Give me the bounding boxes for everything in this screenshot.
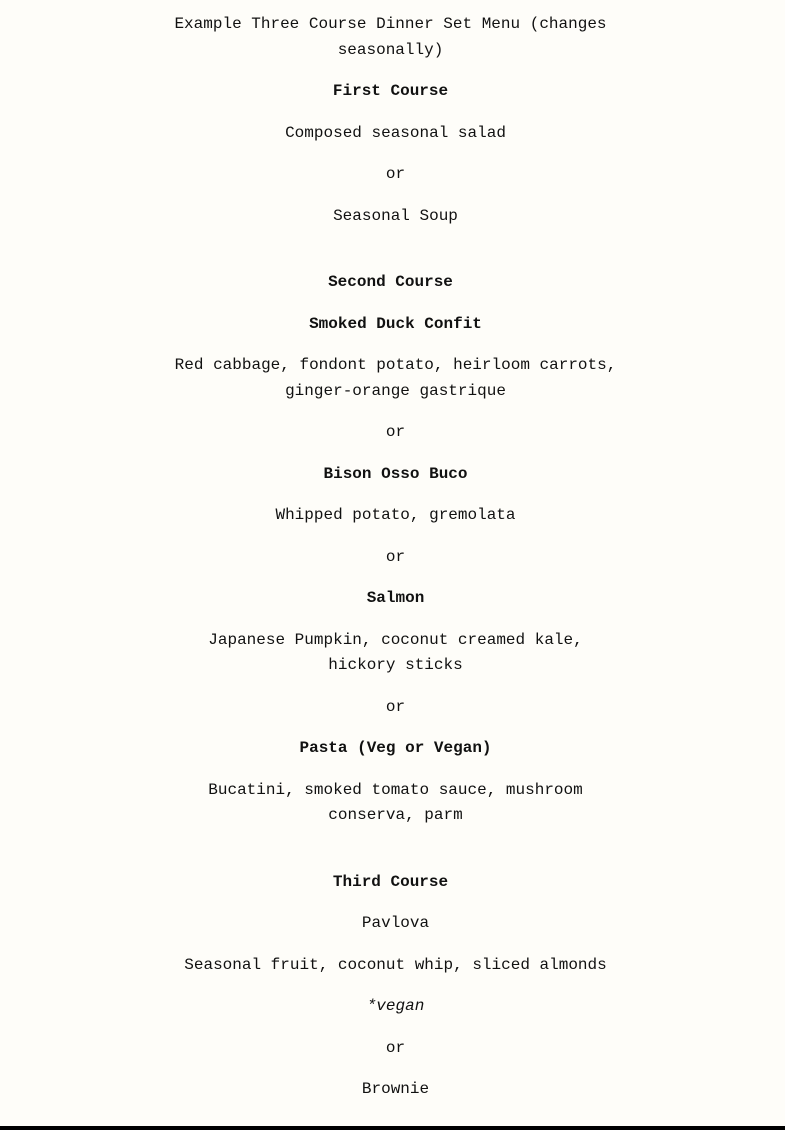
section-spacer bbox=[161, 845, 631, 870]
dish-desc-bison: Whipped potato, gremolata bbox=[275, 506, 516, 524]
first-course-option-soup: Seasonal Soup bbox=[333, 206, 458, 225]
dish-note-vegan: *vegan bbox=[366, 997, 425, 1015]
second-course-heading: Second Course bbox=[328, 273, 453, 291]
first-course-option-salad: Composed seasonal salad bbox=[285, 123, 506, 142]
or-separator: or bbox=[385, 165, 406, 183]
first-course-heading: First Course bbox=[332, 82, 449, 100]
dish-desc-duck: Red cabbage, fondont potato, heirloom carrots, ginger-orange gastrique bbox=[174, 356, 617, 400]
or-separator: or bbox=[385, 547, 406, 566]
or-separator: or bbox=[385, 1038, 406, 1057]
menu-content bbox=[161, 0, 631, 1103]
dish-desc-pasta: Bucatini, smoked tomato sauce, mushroom conserva, parm bbox=[208, 780, 583, 824]
bottom-border bbox=[0, 1126, 785, 1130]
dish-desc-pavlova: Seasonal fruit, coconut whip, sliced almonds bbox=[184, 955, 607, 974]
dish-title-pavlova: Pavlova bbox=[361, 914, 430, 932]
dish-title-pasta: Pasta (Veg or Vegan) bbox=[299, 739, 492, 757]
dish-title-bison: Bison Osso Buco bbox=[323, 464, 468, 483]
dish-desc-salmon: Japanese Pumpkin, coconut creamed kale, hickory sticks bbox=[208, 630, 583, 674]
section-spacer bbox=[161, 245, 631, 270]
third-course-heading: Third Course bbox=[332, 872, 449, 891]
dish-title-duck: Smoked Duck Confit bbox=[309, 314, 482, 333]
dish-title-salmon: Salmon bbox=[366, 589, 425, 607]
menu-intro: Example Three Course Dinner Set Menu (changes seasonally) bbox=[174, 15, 607, 59]
dish-title-brownie: Brownie bbox=[361, 1080, 430, 1098]
or-separator: or bbox=[385, 697, 406, 716]
or-separator: or bbox=[385, 423, 406, 441]
